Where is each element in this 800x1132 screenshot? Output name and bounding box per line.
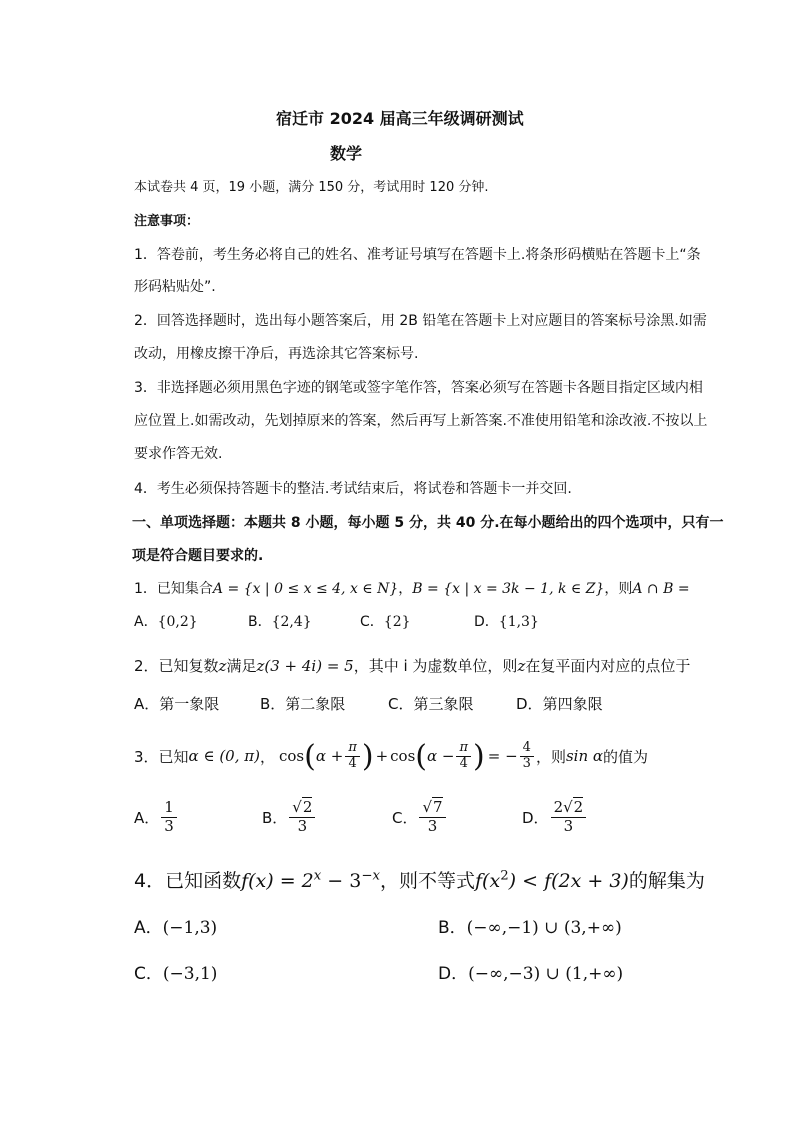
option-label: B．	[438, 918, 467, 938]
option-value: {1,3}	[498, 614, 539, 630]
option-value: 第三象限	[413, 695, 474, 713]
option-fraction	[161, 799, 177, 835]
frac-den: 3	[427, 816, 438, 835]
left-paren: (	[304, 738, 316, 774]
q4-minus: − 3	[321, 870, 362, 892]
frac-num: π	[456, 741, 471, 757]
option-fraction	[551, 799, 587, 835]
q4-option-b	[438, 913, 622, 938]
q3-prefix: 3．已知	[134, 747, 189, 766]
frac-den: 3	[164, 816, 174, 835]
question-3	[134, 734, 648, 778]
q1-set-b: B = {x | x = 3k − 1, k ∈ Z}	[412, 581, 605, 597]
option-label: A．	[134, 808, 160, 827]
q4-prefix: 4．已知函数	[134, 870, 242, 892]
q1-set-a: A = {x | 0 ≤ x ≤ 4, x ∈ N}	[212, 581, 399, 597]
option-label: A．	[134, 695, 160, 713]
q4-exp-1: x	[313, 868, 322, 884]
option-value: {0,2}	[157, 614, 198, 630]
q4-option-c	[134, 959, 217, 984]
option-fraction	[419, 799, 445, 835]
option-label: B．	[260, 695, 286, 713]
option-value: 第一象限	[159, 695, 220, 713]
q4-mid: ，则不等式	[380, 870, 476, 892]
question-1	[134, 578, 690, 598]
option-label: D．	[516, 695, 543, 713]
section-1-heading-line-1: 一、单项选择题：本题共 8 小题，每小题 5 分，共 40 分.在每小题给出的四个选项中，只有一	[132, 515, 724, 531]
option-label: C．	[134, 964, 163, 984]
option-value: (−∞,−1) ∪ (3,+∞)	[466, 918, 622, 938]
q3-frac-pi-4	[456, 741, 471, 772]
option-label: B．	[262, 808, 288, 827]
q3-suffix-a: ，则	[535, 747, 566, 766]
left-paren: (	[415, 738, 428, 774]
option-value: (−1,3)	[162, 918, 218, 938]
frac-num: 2√2	[551, 799, 587, 817]
frac-den: 3	[522, 755, 531, 771]
q2-option-a	[134, 693, 219, 714]
q4-ineq-a: f(x	[475, 870, 501, 892]
frac-den: 4	[348, 755, 357, 771]
exam-intro: 本试卷共 4 页，19 小题，满分 150 分，考试用时 120 分钟.	[134, 180, 489, 195]
frac-den: 3	[297, 816, 308, 835]
q1-option-c	[360, 611, 411, 631]
option-value: {2,4}	[271, 614, 312, 630]
q4-func: f(x) = 2	[241, 870, 314, 892]
q2-mid-1: 满足	[226, 657, 257, 675]
q3-option-d	[522, 794, 588, 840]
q1-ask: A ∩ B =	[632, 581, 690, 597]
q1-separator: ，	[398, 581, 413, 597]
option-label: A．	[134, 918, 163, 938]
radicand: 7	[433, 798, 443, 817]
q3-rhs-fraction	[520, 741, 534, 772]
option-label: D．	[474, 614, 499, 630]
q1-option-a	[134, 611, 198, 631]
notice-heading: 注意事项：	[134, 214, 200, 229]
q3-cos-1: cos	[278, 747, 305, 765]
frac-num: √2	[289, 799, 315, 817]
radicand: 2	[302, 798, 313, 817]
frac-num: π	[345, 741, 360, 757]
q3-condition: α ∈ (0, π)	[188, 747, 260, 765]
q4-suffix: 的解集为	[628, 870, 705, 892]
q3-arg-1: α +	[315, 747, 344, 765]
frac-den: 3	[563, 816, 574, 835]
q3-equals: = −	[487, 747, 518, 765]
notice-item-3-line-2: 应位置上.如需改动，先划掉原来的答案，然后再写上新答案.不准使用铅笔和涂改液.不按以上	[134, 413, 708, 429]
q2-suffix: 在复平面内对应的点位于	[525, 657, 691, 675]
q4-option-d	[438, 959, 623, 984]
q4-ineq-exp: 2	[500, 868, 509, 884]
right-paren: )	[361, 738, 374, 774]
exam-title: 宿迁市 2024 届高三年级调研测试	[276, 109, 524, 128]
exam-subject: 数学	[330, 144, 363, 163]
q2-prefix: 2．已知复数	[134, 657, 219, 675]
frac-den: 4	[459, 755, 468, 771]
option-value: (−3,1)	[162, 964, 218, 984]
option-value: 第四象限	[542, 695, 603, 713]
q3-frac-pi-4	[345, 741, 360, 772]
option-value: (−∞,−3) ∪ (1,+∞)	[468, 964, 624, 984]
notice-item-3-line-3: 要求作答无效.	[134, 446, 223, 462]
q4-exp-2: −x	[361, 868, 380, 884]
q2-option-d	[516, 693, 603, 714]
q1-prefix: 1．已知集合	[134, 581, 213, 597]
notice-item-4: 4．考生必须保持答题卡的整洁.考试结束后，将试卷和答题卡一并交回.	[134, 481, 572, 497]
q4-option-a	[134, 913, 217, 938]
q3-option-b	[262, 794, 317, 840]
q2-equation: z(3 + 4i) = 5	[256, 657, 354, 675]
radicand: 2	[573, 798, 584, 817]
q2-option-b	[260, 693, 345, 714]
option-value: {2}	[383, 614, 411, 630]
option-value: 第二象限	[285, 695, 346, 713]
notice-item-1-line-2: 形码粘贴处”.	[134, 279, 216, 295]
q2-option-c	[388, 693, 474, 714]
q1-option-d	[474, 611, 539, 631]
option-label: D．	[438, 964, 469, 984]
q3-suffix-c: 的值为	[603, 747, 649, 766]
question-2	[134, 655, 690, 676]
q2-var: z	[218, 657, 227, 675]
option-label: D．	[522, 808, 549, 827]
q3-arg-2: α −	[427, 747, 455, 765]
right-paren: )	[473, 738, 485, 774]
q2-var-2: z	[517, 657, 526, 675]
frac-num: 4	[520, 741, 534, 757]
option-label: C．	[360, 614, 384, 630]
q3-cos-2: cos	[390, 747, 416, 765]
frac-num: √7	[419, 799, 445, 817]
section-1-heading-line-2: 项是符合题目要求的.	[132, 548, 264, 564]
notice-item-2-line-1: 2．回答选择题时，选出每小题答案后，用 2B 铅笔在答题卡上对应题目的答案标号涂黑.如需	[134, 313, 707, 329]
option-label: C．	[392, 808, 418, 827]
option-label: A．	[134, 614, 158, 630]
notice-item-1-line-1: 1．答卷前，考生务必将自己的姓名、准考证号填写在答题卡上.将条形码横贴在答题卡上“条	[134, 247, 701, 263]
q1-suffix: ，则	[604, 581, 633, 597]
notice-item-3-line-1: 3．非选择题必须用黑色字迹的钢笔或签字笔作答，答案必须写在答题卡各题目指定区域内相	[134, 380, 703, 396]
q3-sin-alpha: sin α	[565, 747, 604, 765]
option-fraction	[289, 799, 315, 835]
notice-item-2-line-2: 改动，用橡皮擦干净后，再选涂其它答案标号.	[134, 346, 419, 362]
option-label: C．	[388, 695, 414, 713]
q2-mid-2: ，其中 i 为虚数单位，则	[353, 657, 518, 675]
q3-option-a	[134, 794, 179, 840]
q4-ineq-b: ) < f(2x + 3)	[508, 870, 629, 892]
question-4	[134, 866, 705, 893]
q3-option-c	[392, 794, 448, 840]
q3-separator: ，	[259, 747, 275, 766]
coefficient: 2	[553, 798, 564, 817]
option-label: B．	[248, 614, 272, 630]
q3-plus: +	[375, 747, 389, 765]
frac-num: 1	[161, 799, 177, 817]
q1-option-b	[248, 611, 312, 631]
